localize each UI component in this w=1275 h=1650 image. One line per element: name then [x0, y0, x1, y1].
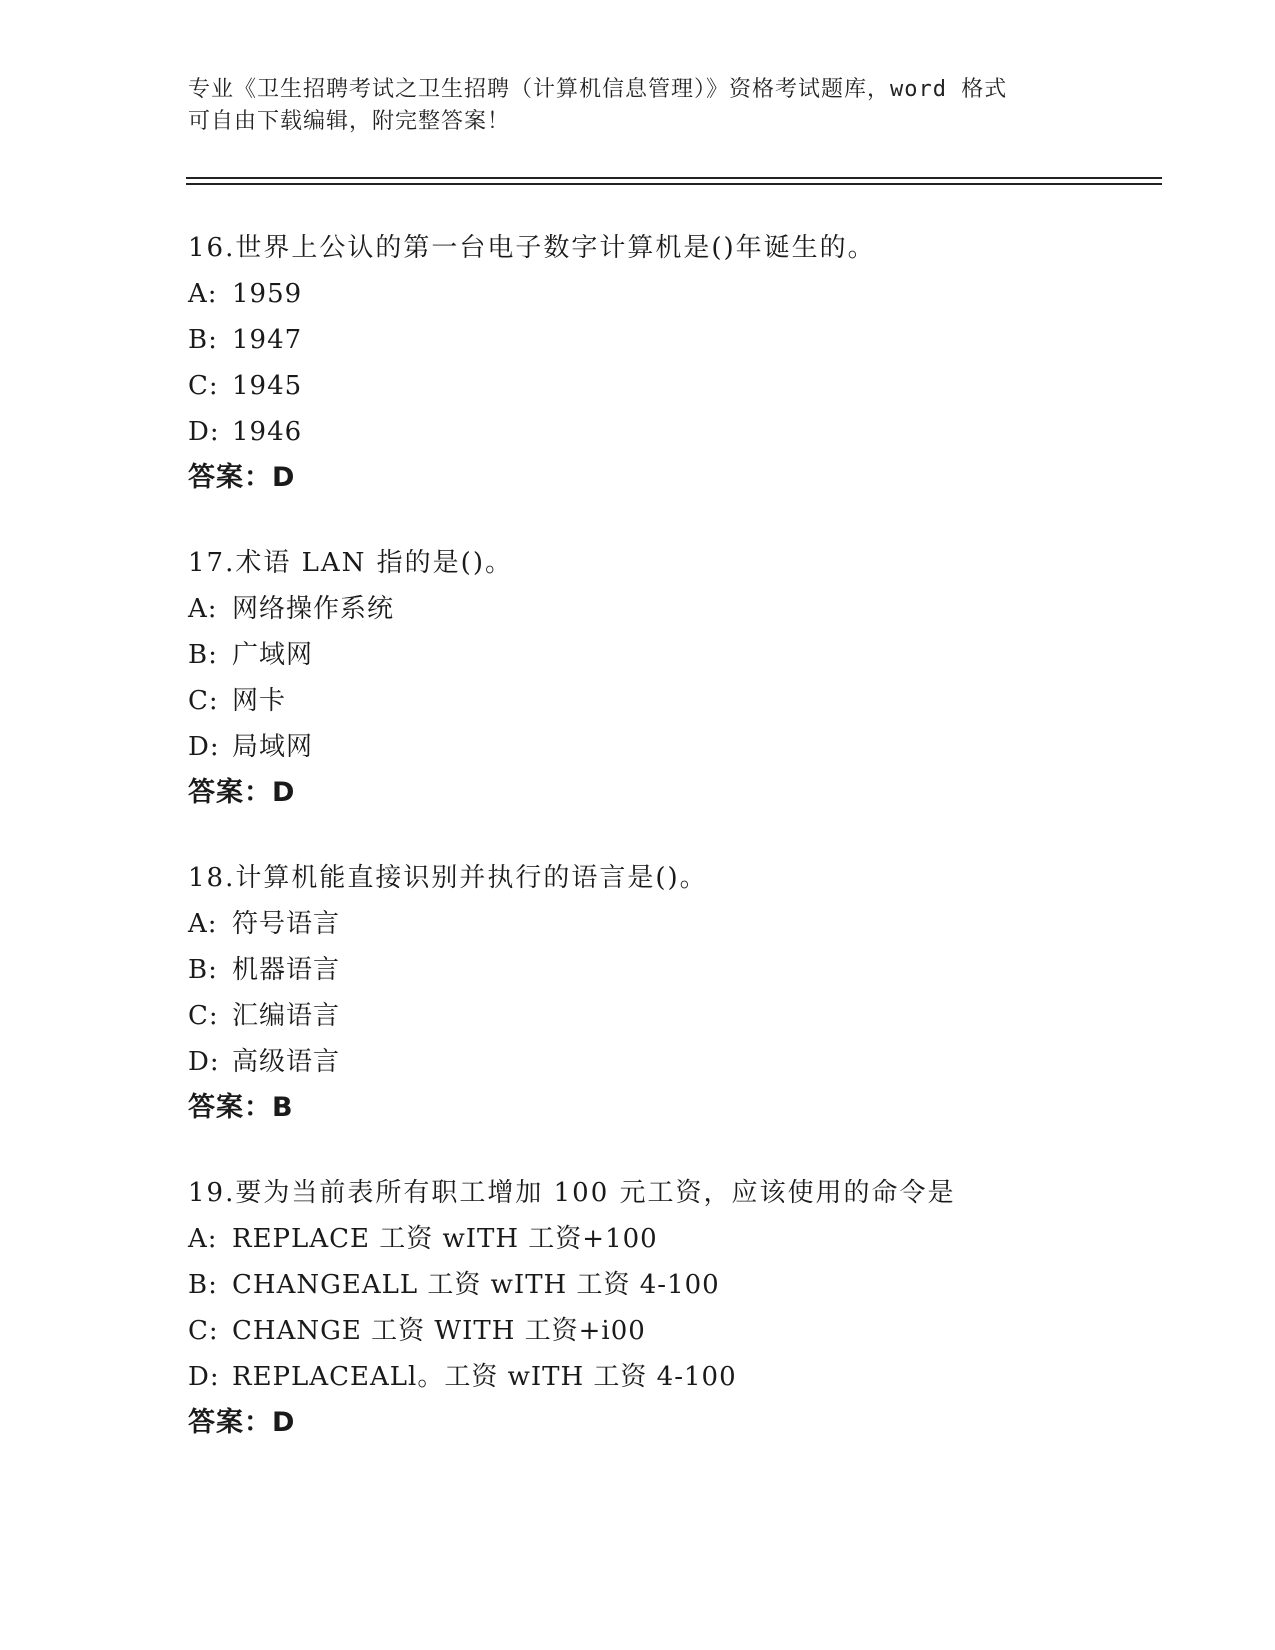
question-stem: 17.术语 LAN 指的是()。	[188, 548, 513, 578]
option-text: 局域网	[232, 732, 314, 762]
option-c	[188, 678, 1168, 724]
option-d	[188, 1354, 1168, 1400]
option-text: 网络操作系统	[232, 594, 395, 624]
option-text: 1959	[232, 279, 303, 309]
option-label: B:	[188, 955, 218, 985]
question-19	[188, 1170, 1168, 1446]
option-b	[188, 1262, 1168, 1308]
answer: 答案：B	[188, 1092, 294, 1123]
option-text: REPLACE 工资 wITH 工资+100	[232, 1224, 658, 1254]
option-text: 广域网	[232, 640, 314, 670]
option-label: C:	[188, 371, 219, 401]
answer: 答案：D	[188, 462, 296, 493]
option-text: 符号语言	[232, 909, 341, 939]
option-label: C:	[188, 1001, 219, 1031]
option-b	[188, 947, 1168, 993]
question-stem: 19.要为当前表所有职工增加 100 元工资，应该使用的命令是	[188, 1178, 956, 1208]
header-divider-bottom	[186, 183, 1162, 185]
option-text: 1947	[232, 325, 303, 355]
option-label: D:	[188, 417, 220, 447]
option-text: 汇编语言	[232, 1001, 341, 1031]
option-a	[188, 1216, 1168, 1262]
option-label: B:	[188, 640, 218, 670]
option-c	[188, 1308, 1168, 1354]
option-label: A:	[188, 594, 218, 624]
option-label: C:	[188, 686, 219, 716]
option-label: B:	[188, 325, 218, 355]
option-a	[188, 271, 1168, 317]
header-line-1: 专业《卫生招聘考试之卫生招聘（计算机信息管理）》资格考试题库，word 格式	[188, 77, 1008, 102]
option-label: A:	[188, 909, 218, 939]
option-label: D:	[188, 732, 220, 762]
question-17	[188, 540, 1168, 816]
option-text: CHANGEALL 工资 wITH 工资 4-100	[232, 1270, 720, 1300]
option-text: CHANGE 工资 WITH 工资+i00	[232, 1316, 646, 1346]
option-text: 网卡	[232, 686, 287, 716]
option-label: D:	[188, 1047, 220, 1077]
header-line-2: 可自由下载编辑，附完整答案！	[188, 109, 511, 134]
answer: 答案：D	[188, 777, 296, 808]
answer: 答案：D	[188, 1407, 296, 1438]
option-b	[188, 317, 1168, 363]
option-c	[188, 363, 1168, 409]
header-divider-top	[186, 177, 1162, 179]
option-label: A:	[188, 1224, 218, 1254]
option-a	[188, 901, 1168, 947]
option-d	[188, 409, 1168, 455]
option-d	[188, 724, 1168, 770]
option-label: C:	[188, 1316, 219, 1346]
document-header	[188, 74, 1088, 138]
option-d	[188, 1039, 1168, 1085]
option-text: 高级语言	[232, 1047, 341, 1077]
option-text: 机器语言	[232, 955, 341, 985]
option-label: A:	[188, 279, 218, 309]
option-label: D:	[188, 1362, 220, 1392]
option-text: REPLACEALl。工资 wITH 工资 4-100	[232, 1362, 737, 1392]
question-16	[188, 225, 1168, 501]
option-label: B:	[188, 1270, 218, 1300]
question-stem: 16.世界上公认的第一台电子数字计算机是()年诞生的。	[188, 233, 876, 263]
question-stem: 18.计算机能直接识别并执行的语言是()。	[188, 863, 708, 893]
question-18	[188, 855, 1168, 1131]
option-b	[188, 632, 1168, 678]
option-text: 1946	[232, 417, 303, 447]
option-a	[188, 586, 1168, 632]
option-c	[188, 993, 1168, 1039]
option-text: 1945	[232, 371, 303, 401]
